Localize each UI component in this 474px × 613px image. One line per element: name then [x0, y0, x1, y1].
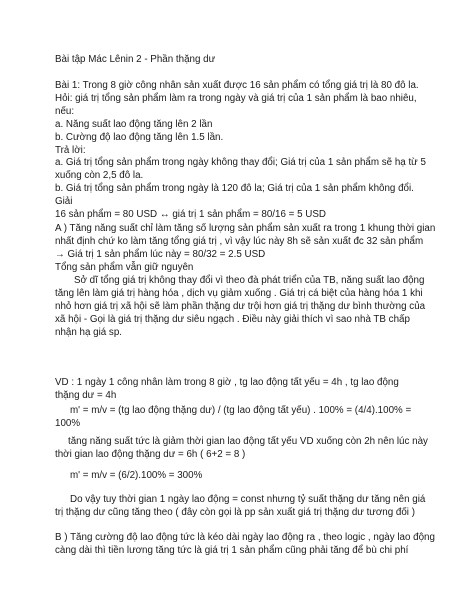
- text-line: 100%: [55, 418, 81, 429]
- text-line: trị thặng dư cũng tăng theo ( đây còn gọi là pp sản xuất giá trị thặng dư tương đối ): [55, 507, 415, 518]
- text-line: a. Năng suất lao động tăng lên 2 lần: [55, 119, 213, 130]
- text-line: Do vậy tuy thời gian 1 ngày lao động = const nhưng tỷ suất thặng dư tăng nên giá: [70, 494, 426, 505]
- doc-title: Bài tập Mác Lênin 2 - Phần thặng dư: [55, 54, 216, 65]
- text-line: xã hội - Gọi là giá trị thặng dư siêu ngạch . Điều này giải thích vì sao nhà TB chấp: [55, 314, 410, 325]
- text-line: Hỏi: giá trị tổng sản phẩm làm ra trong ngày và giá trị của 1 sản phẩm là bao nhiêu,: [55, 93, 417, 104]
- text-line: thời gian lao động thặng dư = 6h ( 6+2 = 8 ): [55, 449, 246, 460]
- text-line: → Giá trị 1 sản phẩm lúc này = 80/32 = 2.5 USD: [55, 249, 266, 260]
- text-line: a. Giá trị tổng sản phẩm trong ngày không thay đổi; Giá trị của 1 sản phẩm sẽ hạ từ 5: [55, 157, 426, 168]
- text-line: Giải: [55, 196, 73, 207]
- text-line: xuống còn 2,5 đô la.: [55, 170, 144, 181]
- text-line: 16 sản phẩm = 80 USD ↔ giá trị 1 sản phẩm = 80/16 = 5 USD: [55, 209, 326, 220]
- text-line: b. Giá trị tổng sản phẩm trong ngày là 120 đô la; Giá trị của 1 sản phẩm không đổi.: [55, 183, 414, 194]
- text-line: Trả lời:: [55, 145, 86, 156]
- text-line: thặng dư = 4h: [55, 390, 117, 401]
- text-line: tăng lên làm giá trị hàng hóa , dịch vụ giảm xuống . Giá trị cá biệt của hàng hóa 1 khi: [55, 288, 423, 299]
- formula-line: m' = m/v = (6/2).100% = 300%: [70, 470, 203, 481]
- text-line: càng dài thì tiền lương tăng tức là giá trị 1 sản phẩm cũng phải tăng để bù chi phí: [55, 545, 409, 556]
- text-line: tăng năng suất tức là giảm thời gian lao động tất yếu VD xuống còn 2h nên lúc này: [68, 436, 428, 447]
- text-line: B ) Tăng cường độ lao động tức là kéo dài ngày lao động ra , theo logic , ngày lao động: [55, 532, 435, 543]
- text-line: Bài 1: Trong 8 giờ công nhân sản xuất được 16 sản phẩm có tổng giá trị là 80 đô la.: [55, 80, 419, 91]
- formula-line: m' = m/v = (tg lao động thặng dư) / (tg lao động tất yếu) . 100% = (4/4).100% =: [70, 405, 412, 416]
- text-line: nhất định chứ ko làm tăng tổng giá trị , vì vậy lúc này 8h sẽ sản xuất đc 32 sản phẩm: [55, 236, 424, 247]
- text-line: nhỏ hơn giá trị xã hội sẽ làm phần thặng dư trội hơn giá trị thặng dư bình thường của: [55, 301, 426, 312]
- text-line: nhận hạ giá sp.: [55, 327, 122, 338]
- text-line: Sở dĩ tổng giá trị không thay đổi vì theo đà phát triển của TB, năng suất lao động: [74, 275, 425, 286]
- text-line: Tổng sản phẩm vẫn giữ nguyên: [55, 262, 194, 273]
- text-line: A ) Tăng năng suất chỉ làm tăng số lượng sản phẩm sản xuất ra trong 1 khung thời gian: [55, 223, 436, 234]
- text-line: b. Cường độ lao động tăng lên 1.5 lần.: [55, 132, 224, 143]
- text-line: nếu:: [55, 106, 75, 117]
- text-line: VD : 1 ngày 1 công nhân làm trong 8 giờ , tg lao động tất yếu = 4h , tg lao động: [55, 377, 399, 388]
